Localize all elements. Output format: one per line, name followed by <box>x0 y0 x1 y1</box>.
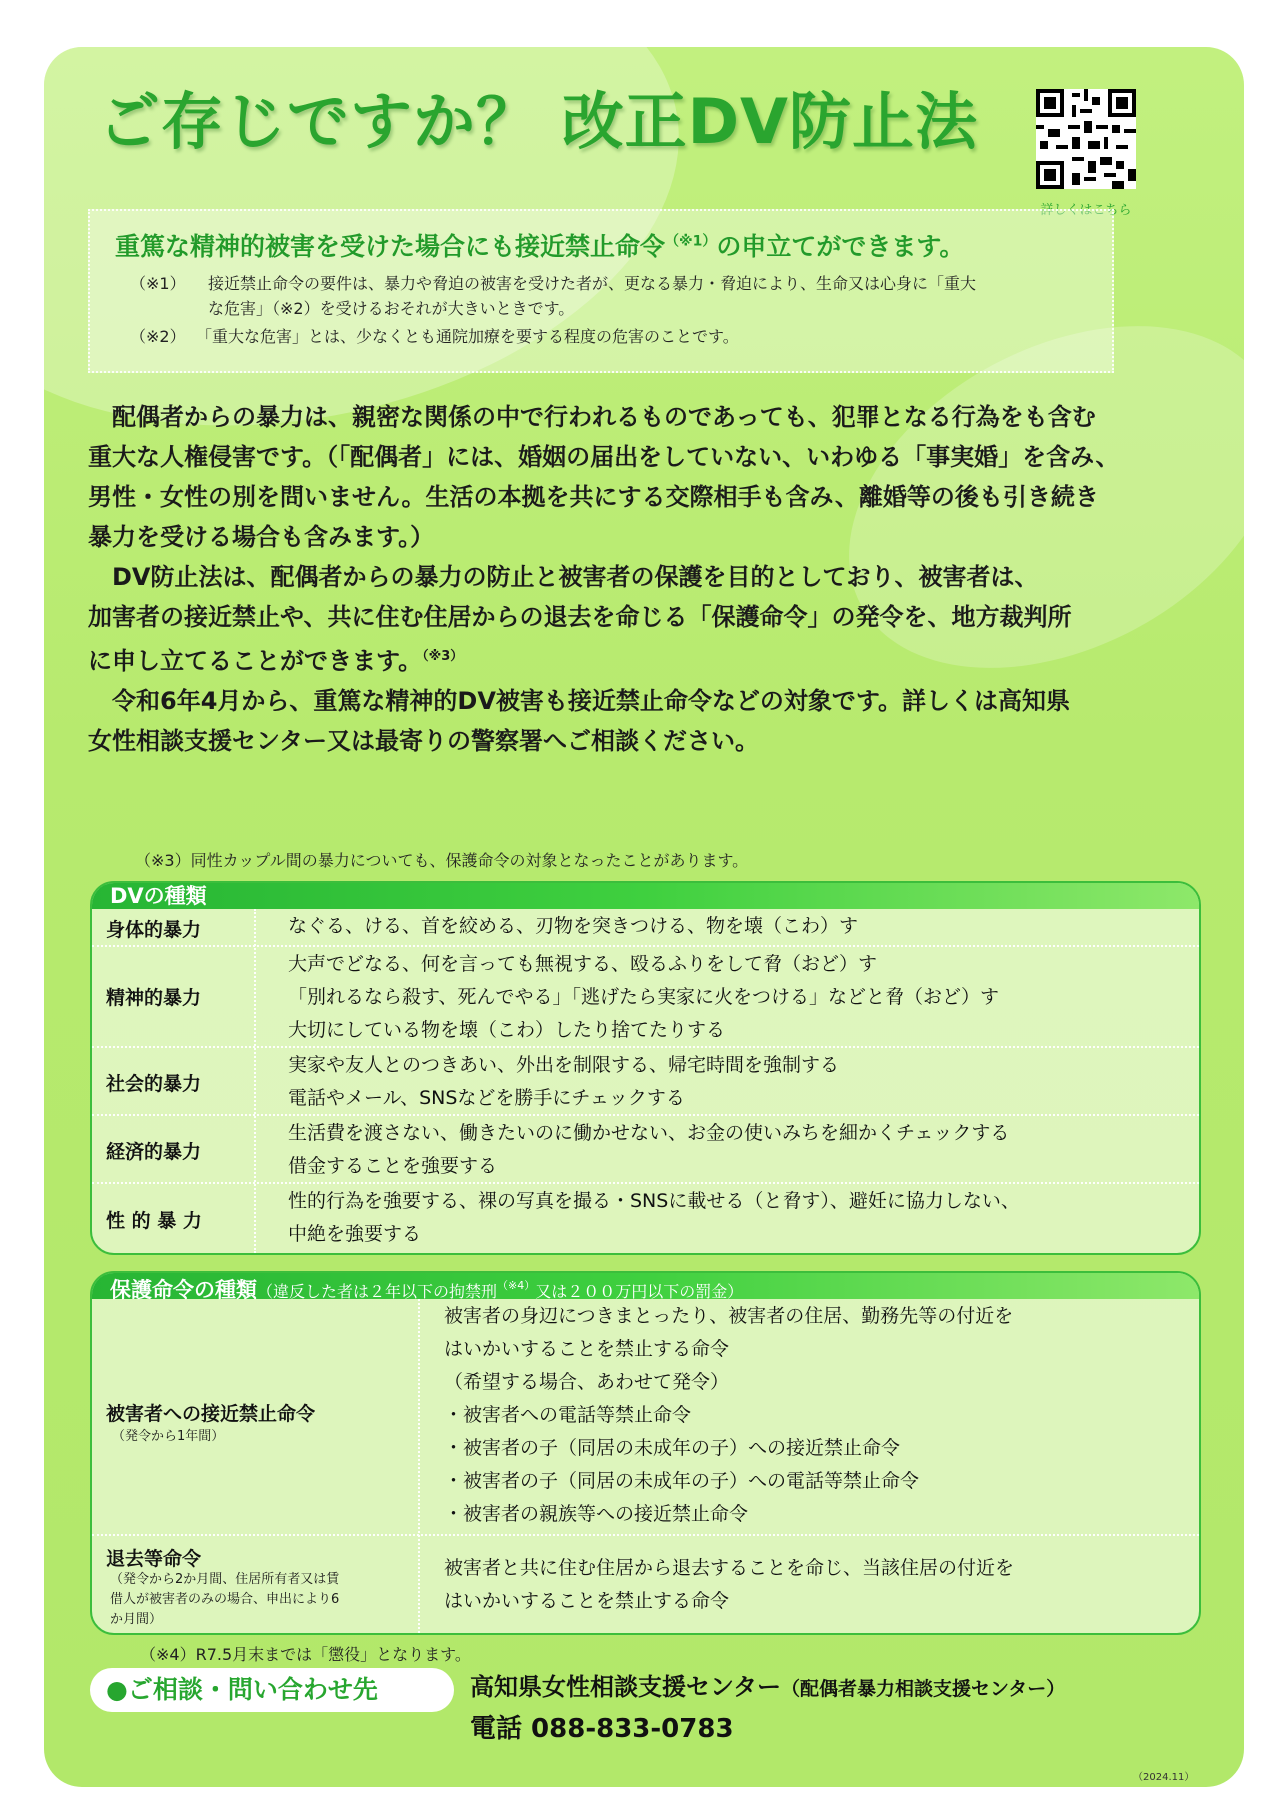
notice-headline-text: の申立てができます。 <box>716 232 965 261</box>
footnote-mark: （※4） <box>497 1279 536 1292</box>
dv-line: 「別れるなら殺す、死んでやる」「逃げたら実家に火をつける」などと脅（おど）す <box>288 986 999 1008</box>
order-line: 被害者の身辺につきまとったり、被害者の住居、勤務先等の付近を <box>444 1305 1014 1327</box>
body-line: DV防止法は、配偶者からの暴力の防止と被害者の保護を目的としており、被害者は、 <box>88 563 1039 591</box>
orders-header-note: （違反した者は２年以下の拘禁刑 <box>257 1282 498 1301</box>
note-key: （※1） <box>130 274 186 293</box>
dv-description <box>288 1117 1009 1183</box>
dv-description <box>288 1185 1020 1251</box>
order-description <box>444 1300 1013 1531</box>
body-line: 暴力を受ける場合も含みます。） <box>88 523 435 551</box>
table-row <box>92 1534 1199 1635</box>
table-row <box>92 1114 1199 1184</box>
dv-line: 大切にしている物を壊（こわ）したり捨てたりする <box>288 1019 726 1041</box>
notice-headline-text: 重篤な精神的被害を受けた場合にも接近禁止命令 <box>115 232 666 261</box>
qr-code-icon[interactable] <box>1036 89 1136 189</box>
order-note: （発令から1年間） <box>112 1429 225 1444</box>
footnote-mark: （※3） <box>422 649 464 664</box>
footnote-mark: （※1） <box>665 233 717 250</box>
body-line-text: に申し立てることができます。 <box>88 647 423 675</box>
order-line: ・被害者の子（同居の未成年の子）への接近禁止命令 <box>444 1437 901 1459</box>
contact-org <box>470 1667 1065 1702</box>
qr-caption: 詳しくはこちら <box>1040 203 1132 218</box>
orders-header-title: 保護命令の種類 <box>110 1278 257 1302</box>
dv-category: 社会的暴力 <box>106 1073 202 1095</box>
dv-line: 実家や友人とのつきあい、外出を制限する、帰宅時間を強制する <box>288 1054 840 1076</box>
dv-line: 大声でどなる、何を言っても無視する、殴るふりをして脅（おど）す <box>288 953 878 975</box>
notice-box <box>88 209 1114 373</box>
order-note <box>110 1570 339 1630</box>
contact-phone[interactable]: 電話 088-833-0783 <box>470 1714 734 1744</box>
contact-label: ●ご相談・問い合わせ先 <box>90 1668 454 1712</box>
notice-headline <box>115 227 964 263</box>
order-line: はいかいすることを禁止する命令 <box>444 1338 730 1360</box>
dv-line: 性的行為を強要する、裸の写真を撮る・SNSに載せる（と脅す）、避妊に協力しない、 <box>288 1190 1020 1212</box>
order-note-line: か月間） <box>110 1612 163 1627</box>
order-name: 退去等命令 <box>106 1548 202 1570</box>
dv-line: 生活費を渡さない、働きたいのに働かせない、お金の使いみちを細かくチェックする <box>288 1122 1010 1144</box>
table-row <box>92 945 1199 1048</box>
dv-types-table <box>90 881 1201 1255</box>
dv-description <box>288 948 999 1047</box>
table-row <box>92 1299 1199 1534</box>
footnote-4: （※4）R7.5月末までは「懲役」となります。 <box>140 1645 471 1664</box>
issue-date: （2024.11） <box>1133 1772 1195 1783</box>
dv-line: 電話やメール、SNSなどを勝手にチェックする <box>288 1087 685 1109</box>
body-line <box>88 637 1138 681</box>
orders-header <box>92 1273 1199 1302</box>
dv-line: 中絶を強要する <box>288 1223 422 1245</box>
body-line: 女性相談支援センター又は最寄りの警察署へご相談ください。 <box>88 727 760 755</box>
note-text: 接近禁止命令の要件は、暴力や脅迫の被害を受けた者が、更なる暴力・脅迫により、生命又は心身に「重大 <box>208 274 977 293</box>
order-line: ・被害者の子（同居の未成年の子）への電話等禁止命令 <box>444 1470 920 1492</box>
note-key: （※2） <box>130 327 186 346</box>
body-line: 男性・女性の別を問いません。生活の本拠を共にする交際相手も含み、離婚等の後も引き続き <box>88 483 1099 511</box>
dv-types-header: DVの種類 <box>92 883 1199 909</box>
order-line: 被害者と共に住む住居から退去することを命じ、当該住居の付近を <box>444 1557 1015 1579</box>
note-1 <box>130 271 976 296</box>
order-name: 被害者への接近禁止命令 <box>106 1403 316 1425</box>
protection-orders-table <box>90 1271 1201 1635</box>
body-line: 配偶者からの暴力は、親密な関係の中で行われるものであっても、犯罪となる行為をも含む <box>88 403 1096 431</box>
order-line: ・被害者の親族等への接近禁止命令 <box>444 1503 749 1525</box>
note-text: 「重大な危害」とは、少なくとも通院加療を要する程度の危害のことです。 <box>196 327 739 346</box>
body-line: 加害者の接近禁止や、共に住む住居からの退去を命じる「保護命令」の発令を、地方裁判所 <box>88 603 1072 631</box>
contact-org-name: 高知県女性相談支援センター <box>470 1673 782 1701</box>
order-note-line: 借人が被害者のみの場合、申出により6 <box>110 1592 340 1607</box>
dv-category: 性 的 暴 力 <box>106 1210 202 1232</box>
dv-line: 借金することを強要する <box>288 1155 498 1177</box>
orders-header-note: 又は２００万円以下の罰金） <box>535 1282 744 1301</box>
order-line: （希望する場合、あわせて発令） <box>444 1371 730 1393</box>
contact-org-sub: （配偶者暴力相談支援センター） <box>781 1678 1066 1700</box>
note-2 <box>130 324 739 349</box>
dv-category: 経済的暴力 <box>106 1141 202 1163</box>
order-line: ・被害者への電話等禁止命令 <box>444 1404 692 1426</box>
dv-line: なぐる、ける、首を絞める、刃物を突きつける、物を壊（こわ）す <box>288 915 859 937</box>
dv-description <box>288 910 858 943</box>
body-line: 令和6年4月から、重篤な精神的DV被害も接近禁止命令などの対象です。詳しくは高知県 <box>88 687 1070 715</box>
order-note-line: （発令から2か月間、住居所有者又は賃 <box>110 1572 340 1587</box>
note-1-cont: な危害」（※2）を受けるおそれが大きいときです。 <box>208 299 575 318</box>
order-description <box>444 1552 1014 1618</box>
footnote-3: （※3）同性カップル間の暴力についても、保護命令の対象となったことがあります。 <box>135 851 749 870</box>
table-row <box>92 909 1199 945</box>
table-row <box>92 1182 1199 1254</box>
page-title: ご存じですか？ 改正DV防止法 <box>98 85 979 158</box>
table-row <box>92 1046 1199 1116</box>
body-line: 重大な人権侵害です。（「配偶者」には、婚姻の届出をしていない、いわゆる「事実婚」を含み、 <box>88 443 1120 471</box>
dv-category: 精神的暴力 <box>106 987 202 1009</box>
body-text <box>88 397 1138 761</box>
dv-description <box>288 1049 839 1115</box>
order-line: はいかいすることを禁止する命令 <box>444 1590 730 1612</box>
dv-category: 身体的暴力 <box>106 919 202 941</box>
